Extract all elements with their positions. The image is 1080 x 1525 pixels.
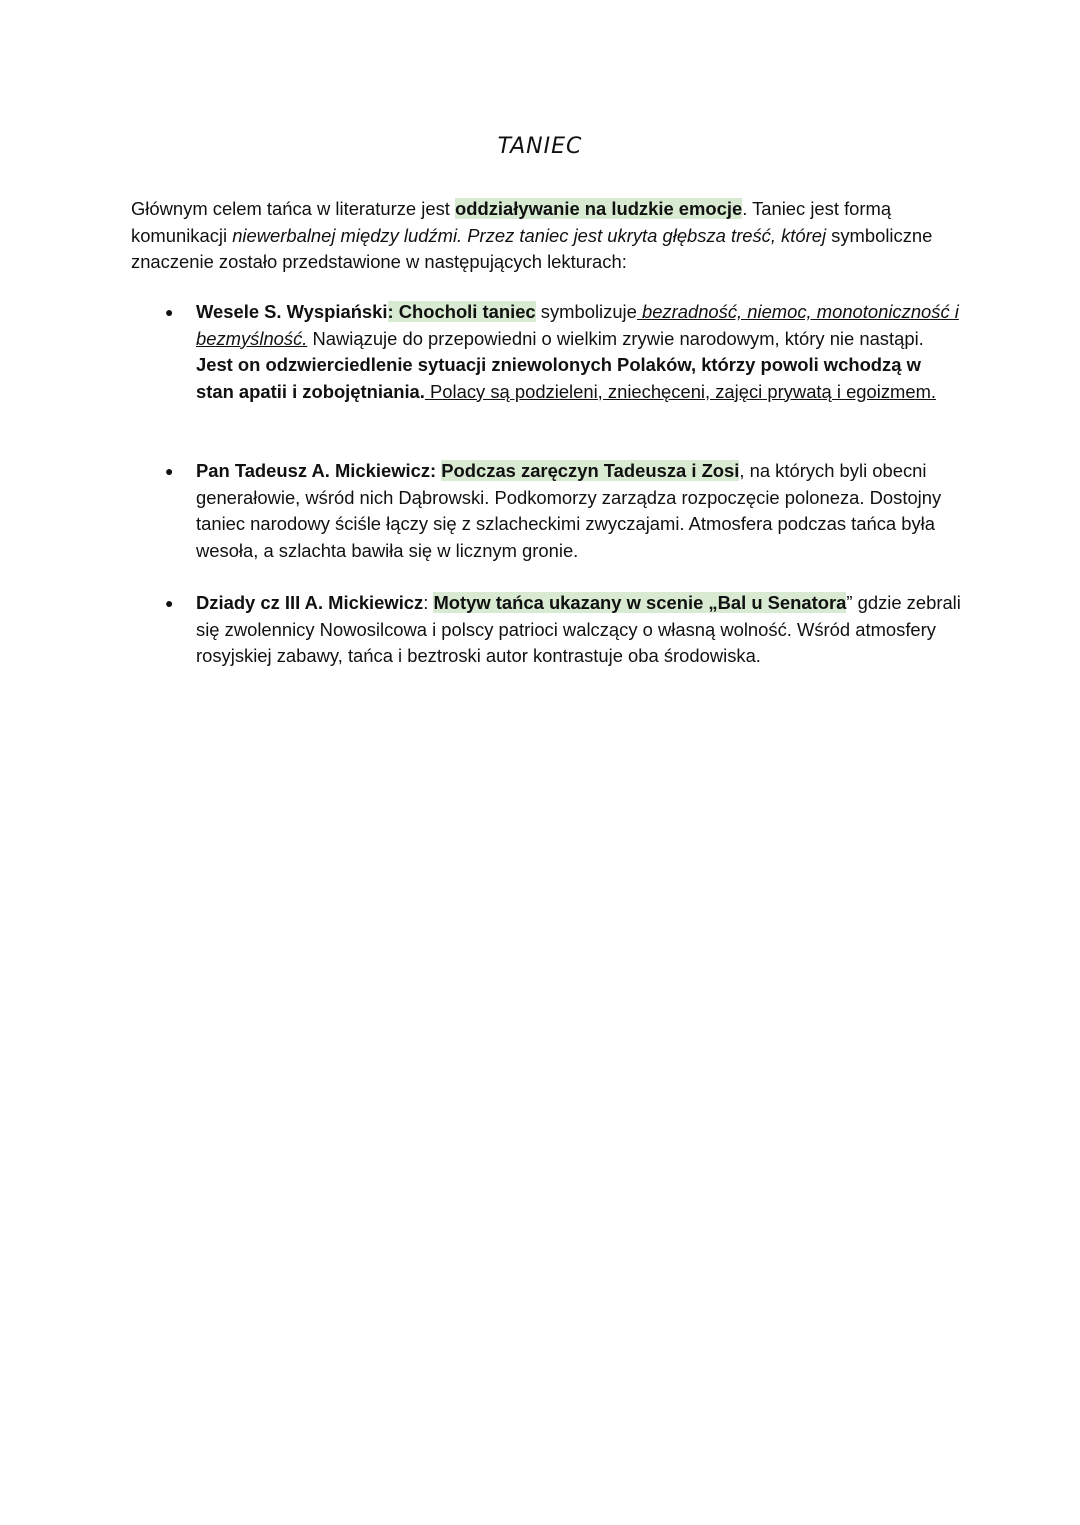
item-highlight: Motyw tańca ukazany w scenie „Bal u Senatora xyxy=(433,592,847,613)
item-underlined: Polacy są podzieleni, zniechęceni, zajęci prywatą i egoizmem. xyxy=(424,380,937,402)
item-title: Wesele S. Wyspiański xyxy=(196,301,388,322)
item-title: Pan Tadeusz A. Mickiewicz: xyxy=(196,460,442,481)
bullet-icon: ● xyxy=(165,595,174,611)
item-highlight: Podczas zaręczyn Tadeusza i Zosi xyxy=(441,460,740,481)
item-text: ” gdzie zebrali się zwolennicy Nowosilcowa i polscy patrioci walczący o własną wolność. Wśród atmosfery rosyjskiej zabawy, tańca i beztroski autor kontrastuje oba środowiska. xyxy=(196,592,961,666)
intro-text: symboliczne znaczenie zostało przedstawione w następujących lekturach: xyxy=(131,224,933,272)
item-text: Nawiązuje do przepowiedni o wielkim zrywie narodowym, który nie nastąpi. xyxy=(307,327,924,349)
list-item xyxy=(131,458,961,564)
page-title: TANIEC xyxy=(497,134,583,159)
item-text: , na których byli obecni generałowie, wśród nich Dąbrowski. Podkomorzy zarządza rozpoczęcie poloneza. Dostojny taniec narodowy ściśle łączy się z szlacheckimi zwyczajami. Atmosfera podczas tańca była wesoła, a szlachta bawiła się w licznym gronie. xyxy=(196,460,942,561)
intro-italic: niewerbalnej między ludźmi. Przez taniec jest ukryta głębsza treść, której xyxy=(232,224,827,246)
item-highlight: : Chocholi taniec xyxy=(387,301,536,322)
item-title: Dziady cz III A. Mickiewicz xyxy=(196,592,424,613)
item-text: : xyxy=(423,592,434,613)
list-item xyxy=(131,590,961,670)
intro-text: Głównym celem tańca w literaturze jest xyxy=(131,198,455,219)
item-text: symbolizuje xyxy=(535,301,637,322)
intro-paragraph xyxy=(131,196,961,276)
item-italic-underlined: bezradność, niemoc, monotoniczność i bezmyślność. xyxy=(196,301,959,349)
intro-highlight: oddziaływanie na ludzkie emocje xyxy=(455,198,743,219)
bullet-icon: ● xyxy=(165,463,174,479)
item-bold: Jest on odzwierciedlenie sytuacji zniewolonych Polaków, którzy powoli wchodzą w stan apatii i zobojętniania. xyxy=(196,354,921,402)
intro-text: . Taniec jest formą komunikacji xyxy=(131,198,892,246)
bullet-icon: ● xyxy=(165,304,174,320)
list-item xyxy=(131,299,961,405)
